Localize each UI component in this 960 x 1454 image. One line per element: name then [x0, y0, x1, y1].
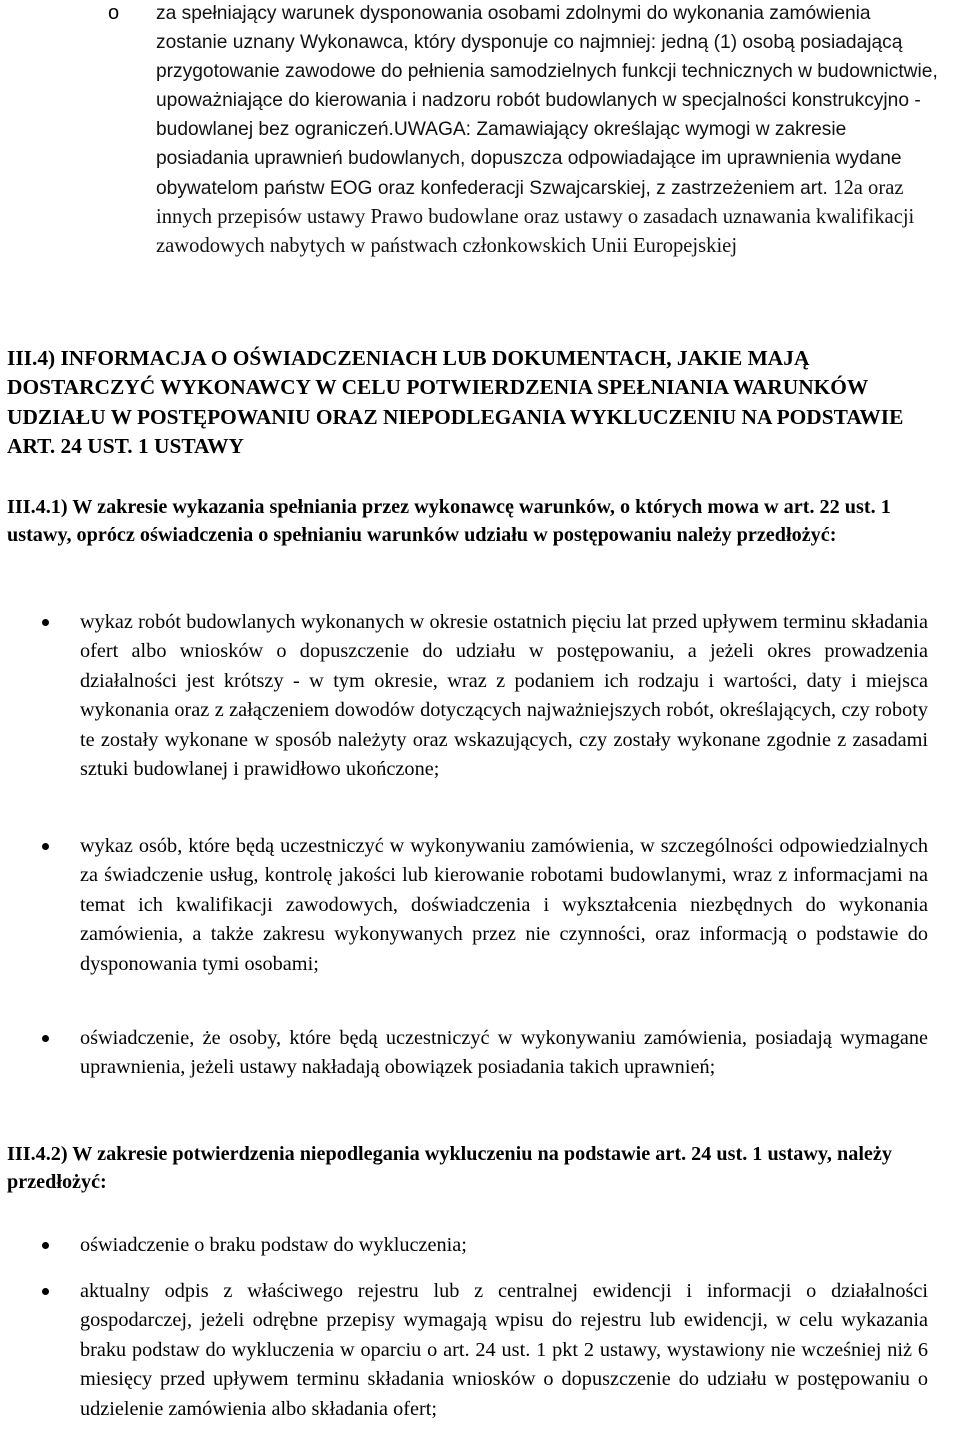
list-item-text: oświadczenie o braku podstaw do wykluczenia;: [80, 1234, 467, 1256]
section-heading: III.4) INFORMACJA O OŚWIADCZENIACH LUB DOKUMENTACH, JAKIE MAJĄ DOSTARCZYĆ WYKONAWCY W CELU POTWIERDZENIA SPEŁNIANIA WARUNKÓW UDZIAŁU W POSTĘPOWANIU ORAZ NIEPODLEGANIA WYKLUCZENIU NA PODSTAWIE ART. 24 UST. 1 USTAWY: [7, 346, 904, 459]
subsection-heading-1: III.4.1) W zakresie wykazania spełniania przez wykonawcę warunków, o których mowa w art. 22 ust. 1 ustawy, oprócz oświadczenia o spełnianiu warunków udziału w postępowaniu należy przedłożyć:: [7, 496, 891, 546]
list-item-text: wykaz osób, które będą uczestniczyć w wykonywaniu zamówienia, w szczególności odpowiedzialnych za świadczenie usług, kontrolę jakości lub kierowanie robotami budowlanymi, wraz z informacjami na temat ich kwalifikacji zawodowych, doświadczenia i wykształcenia niezbędnych do wykonania zamówienia, a także zakresu wykonywanych przez nie czynności, oraz informacją o podstawie do dysponowania tymi osobami;: [80, 835, 928, 975]
bullet-icon: [42, 619, 49, 626]
list-item-text: oświadczenie, że osoby, które będą uczestniczyć w wykonywaniu zamówienia, posiadają wymagane uprawnienia, jeżeli ustawy nakładają obowiązek posiadania takich uprawnień;: [80, 1027, 928, 1079]
bullet-icon: [42, 1035, 49, 1042]
bullet-icon: [42, 843, 49, 850]
list-item-text: [156, 0, 942, 261]
list-item-text-b: UWAGA: Zamawiający określając wymogi w zakresie posiadania uprawnień budowlanych, dopuszcza odpowiadające im uprawnienia wydane obywatelom państw EOG oraz konfederacji Szwajcarskiej, z zastrzeżeniem art.: [156, 119, 902, 199]
list-item-text-c: 12a oraz innych przepisów ustawy Prawo budowlane oraz ustawy o zasadach uznawania kwalifikacji zawodowych nabytych w państwach członkowskich Unii Europejskiej: [156, 176, 915, 257]
list-marker: o: [108, 2, 120, 24]
list-item-text: wykaz robót budowlanych wykonanych w okresie ostatnich pięciu lat przed upływem terminu składania ofert albo wniosków o dopuszczenie do udziału w postępowaniu, a jeżeli okres prowadzenia działalności jest krótszy - w tym okresie, wraz z podaniem ich rodzaju i wartości, daty i miejsca wykonania oraz z załączeniem dowodów dotyczących najważniejszych robót, określających, czy roboty te zostały wykonane w sposób należyty oraz wskazujących, czy zostały wykonane zgodnie z zasadami sztuki budowlanej i prawidłowo ukończone;: [80, 611, 928, 781]
bullet-icon: [42, 1288, 49, 1295]
list-item-text: aktualny odpis z właściwego rejestru lub z centralnej ewidencji i informacji o działalności gospodarczej, jeżeli odrębne przepisy wymagają wpisu do rejestru lub ewidencji, w celu wykazania braku podstaw do wykluczenia w oparciu o art. 24 ust. 1 pkt 2 ustawy, wystawiony nie wcześniej niż 6 miesięcy przed upływem terminu składania wniosków o dopuszczenie do udziału w postępowaniu o udzielenie zamówienia albo składania ofert;: [80, 1280, 928, 1420]
subsection-heading-2: III.4.2) W zakresie potwierdzenia niepodlegania wykluczeniu na podstawie art. 24 ust. 1 ustawy, należy przedłożyć:: [7, 1143, 892, 1193]
list-item-text-a: za spełniający warunek dysponowania osobami zdolnymi do wykonania zamówienia zostanie uznany Wykonawca, który dysponuje co najmniej: jedną (1) osobą posiadającą przygotowanie zawodowe do pełnienia samodzielnych funkcji technicznych w budownictwie, upoważniające do kierowania i nadzoru robót budowlanych w specjalności konstrukcyjno - budowlanej bez ograniczeń.: [156, 3, 938, 141]
bullet-icon: [42, 1242, 49, 1249]
